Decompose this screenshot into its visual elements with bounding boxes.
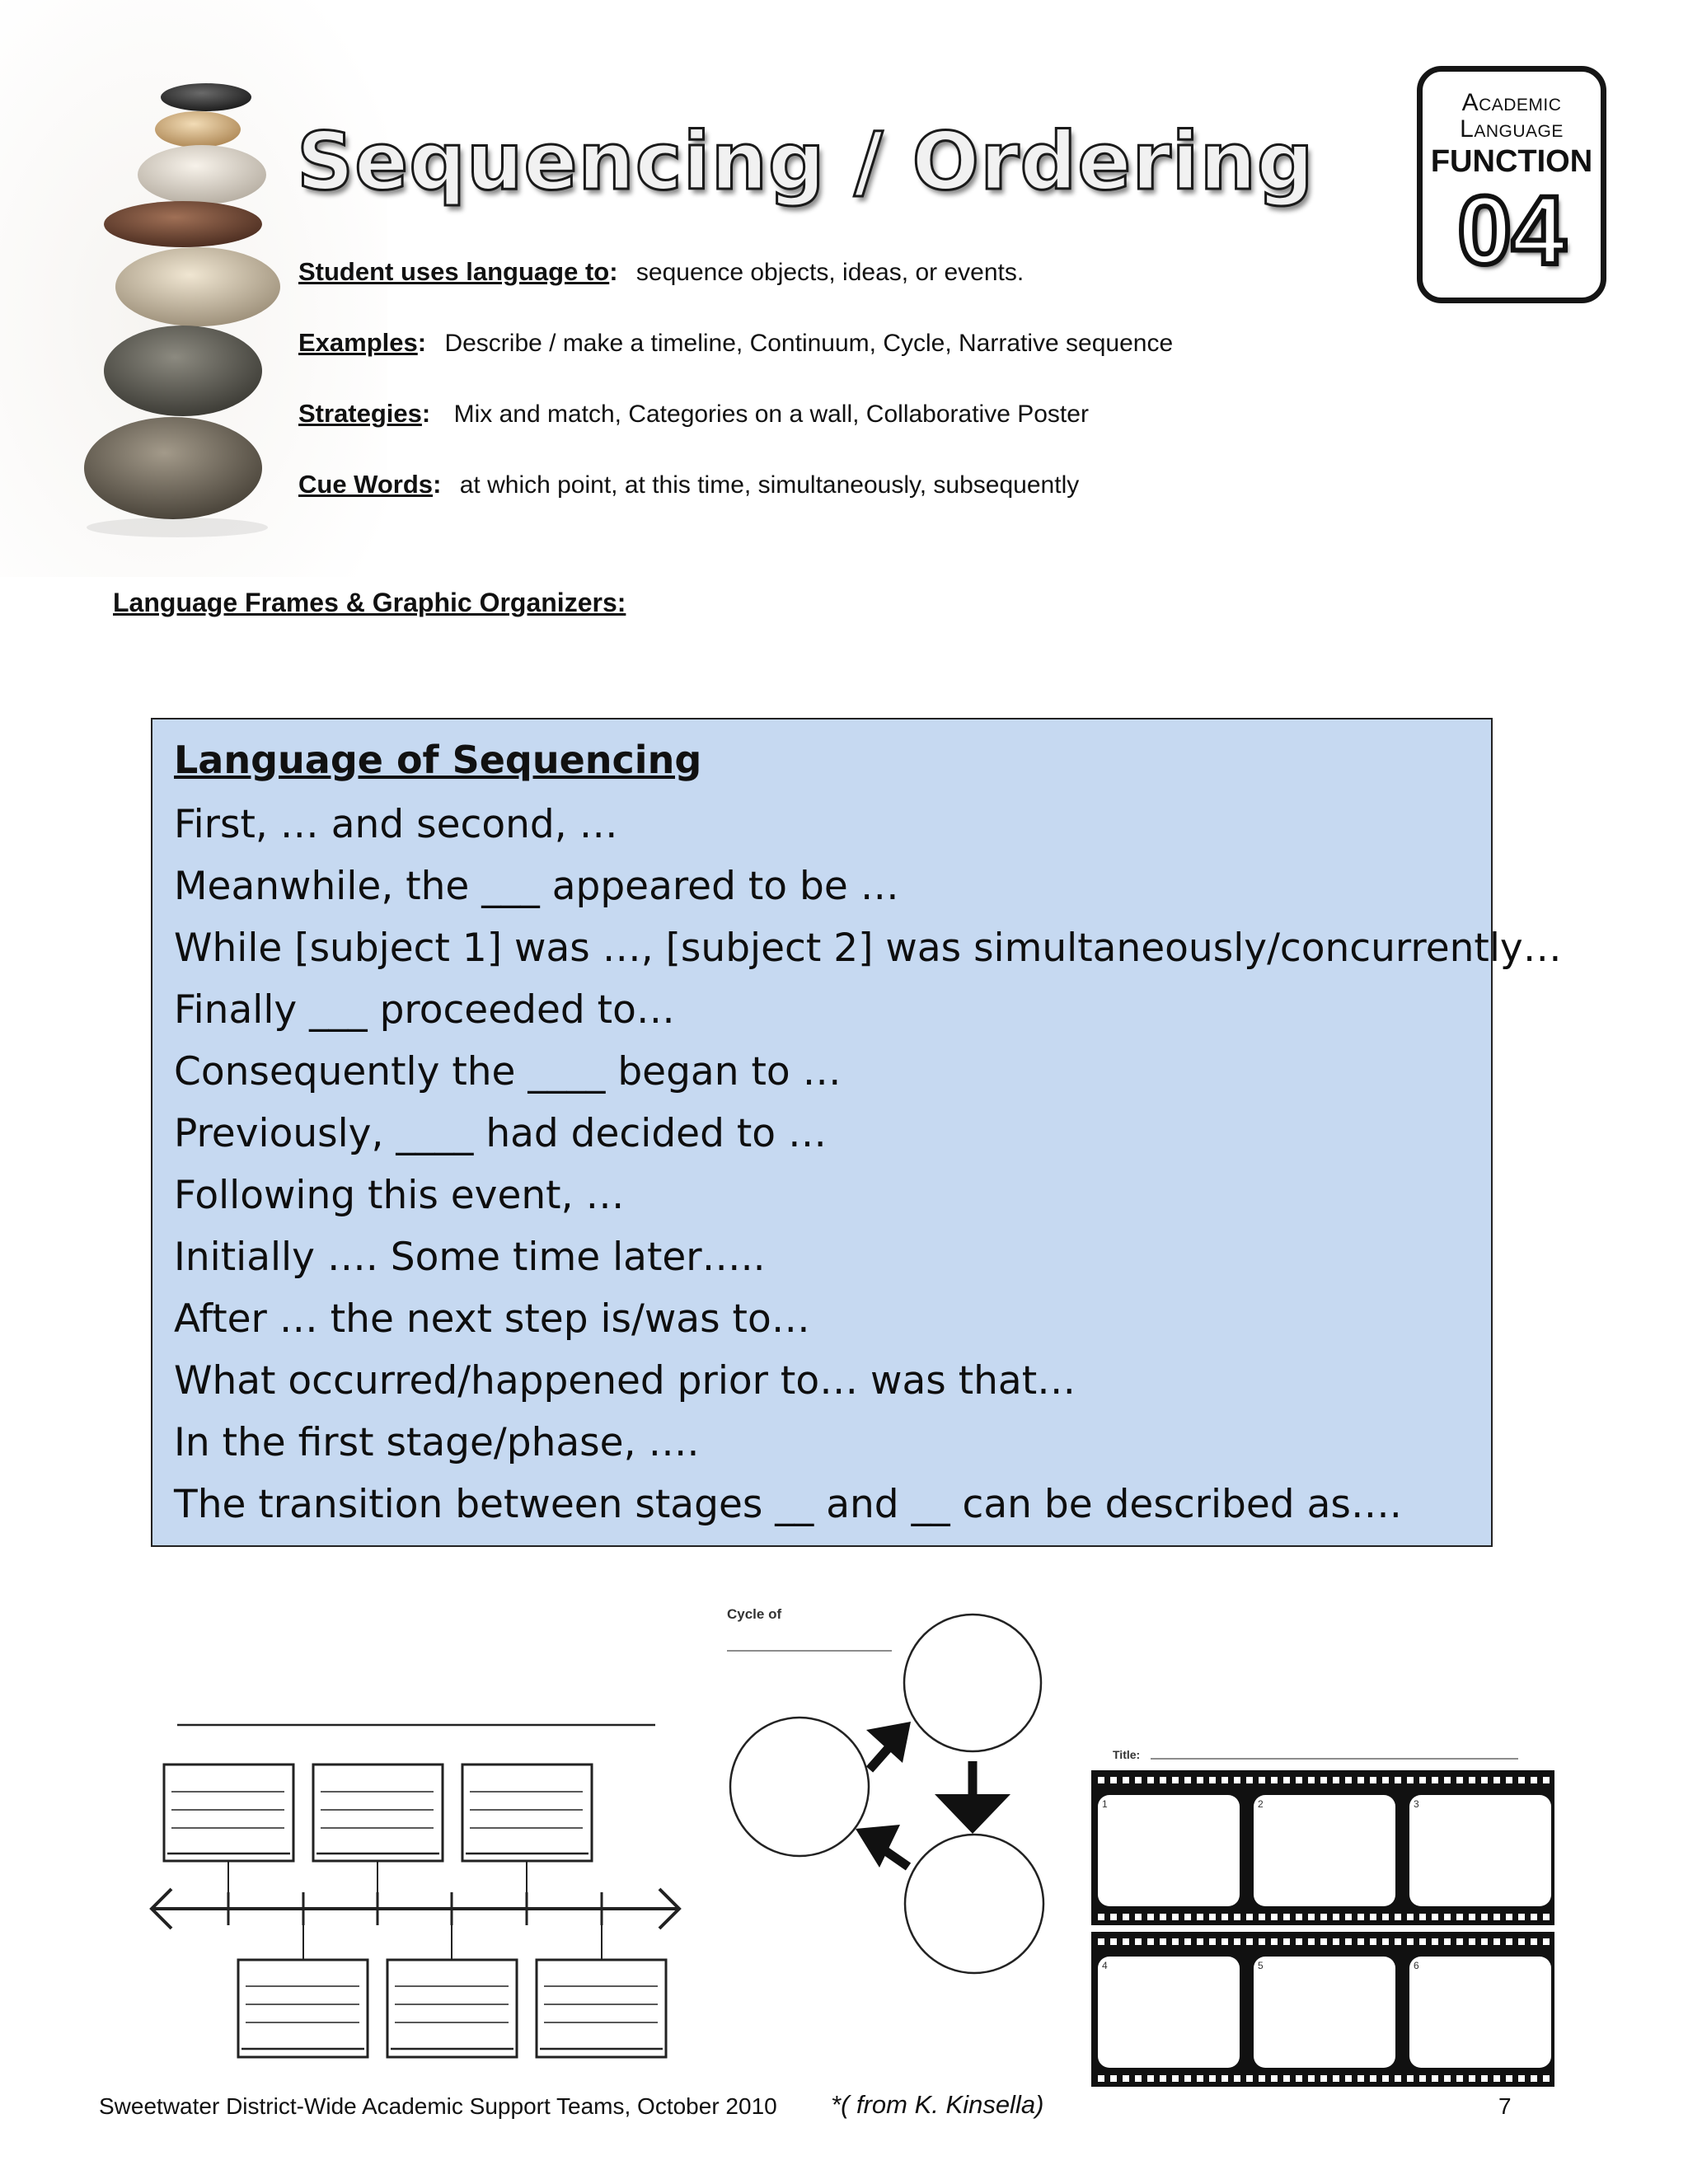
strategies-label: Strategies	[298, 399, 422, 428]
frame-line: First, … and second, …	[174, 802, 618, 847]
language-frames-box	[151, 718, 1562, 1547]
badge-number: 04	[1457, 176, 1566, 285]
frames-heading: Language Frames & Graphic Organizers:	[113, 588, 626, 617]
badge-line-academic: Academic	[1461, 89, 1562, 116]
frame-line: In the first stage/phase, ….	[174, 1420, 700, 1465]
frame-number: 3	[1414, 1798, 1419, 1810]
examples-line: Examples: Describe / make a timeline, Continuum, Cycle, Narrative sequence	[298, 328, 1174, 357]
frame-number: 5	[1258, 1960, 1264, 1971]
filmstrip-organizer	[1086, 1739, 1558, 2089]
frame-line: The transition between stages __ and __ can be described as….	[174, 1482, 1402, 1527]
frame-line: After … the next step is/was to…	[174, 1296, 810, 1342]
cue-words-label: Cue Words	[298, 470, 434, 499]
frames-list	[174, 794, 1562, 1535]
page-number: 7	[1498, 2093, 1512, 2119]
timeline-organizer	[140, 1706, 692, 2069]
frame-number: 1	[1102, 1798, 1108, 1810]
uses-text: sequence objects, ideas, or events.	[635, 259, 1025, 286]
frame-number: 4	[1102, 1960, 1108, 1971]
frame-line: Following this event, …	[174, 1173, 625, 1218]
frame-line: Initially …. Some time later…..	[174, 1235, 766, 1280]
cycle-organizer	[717, 1595, 1055, 1982]
frame-line: Previously, ____ had decided to …	[174, 1111, 827, 1156]
frame-line: What occurred/happened prior to… was that…	[174, 1358, 1076, 1404]
cue-words-text: at which point, at this time, simultaneously, subsequently	[459, 471, 1080, 499]
strategies-text: Mix and match, Categories on a wall, Collaborative Poster	[453, 401, 1089, 428]
film-title-label: Title:	[1113, 1748, 1141, 1761]
examples-label: Examples	[298, 328, 418, 357]
examples-text: Describe / make a timeline, Continuum, Cycle, Narrative sequence	[444, 330, 1174, 357]
frames-box-title: Language of Sequencing	[174, 738, 702, 782]
cue-words-line: Cue Words: at which point, at this time, simultaneously, subsequently	[298, 470, 1080, 499]
strategies-line: Strategies: Mix and match, Categories on a wall, Collaborative Poster	[298, 399, 1089, 428]
badge-line-function: FUNCTION	[1430, 144, 1593, 179]
page-title: Sequencing / Ordering	[297, 115, 1315, 208]
frame-line: While [subject 1] was …, [subject 2] was simultaneously/concurrently…	[174, 926, 1562, 971]
frame-line: Consequently the ____ began to …	[174, 1049, 842, 1094]
frame-line: Meanwhile, the ___ appeared to be …	[174, 864, 899, 909]
function-badge	[1417, 66, 1606, 303]
footer-citation: *( from K. Kinsella)	[831, 2090, 1044, 2119]
frame-line: Finally ___ proceeded to…	[174, 987, 675, 1033]
footer-credit: Sweetwater District-Wide Academic Support Teams, October 2010	[99, 2093, 777, 2119]
uses-line: Student uses language to: sequence objects, ideas, or events.	[298, 257, 1025, 286]
frame-number: 2	[1258, 1798, 1264, 1810]
uses-label: Student uses language to	[298, 257, 610, 286]
cycle-label: Cycle of	[727, 1606, 782, 1622]
frame-number: 6	[1414, 1960, 1419, 1971]
badge-line-language: Language	[1460, 115, 1564, 143]
